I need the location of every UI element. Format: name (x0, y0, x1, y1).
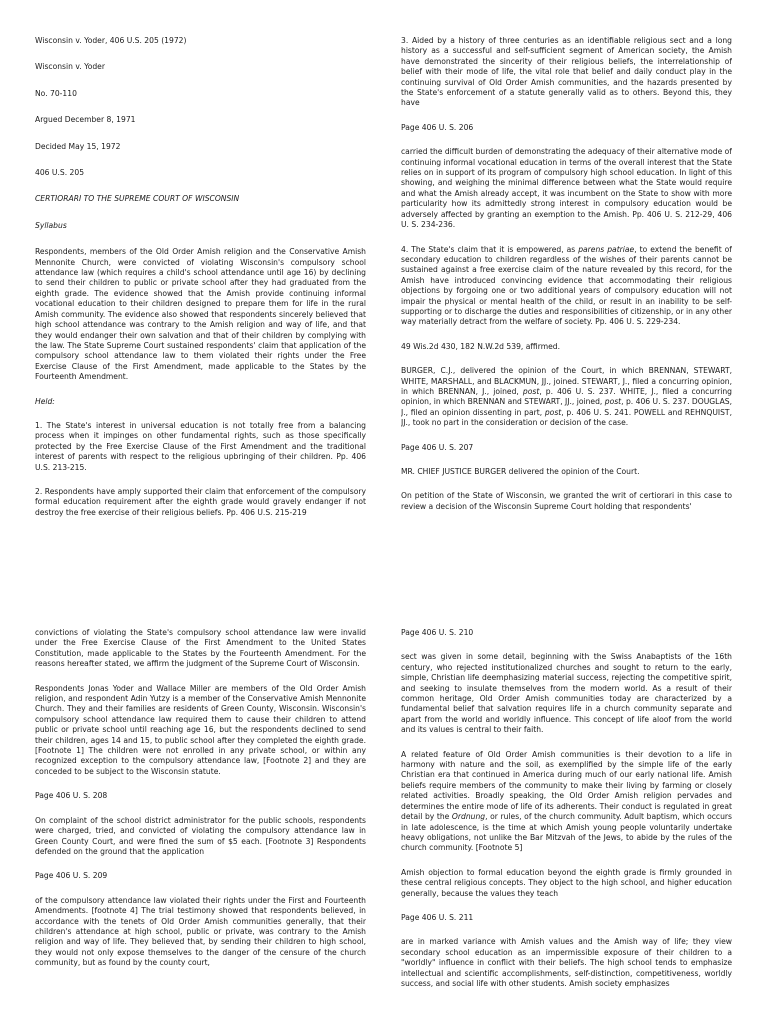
objection-paragraph: Amish objection to formal education beyond the eighth grade is firmly grounded in these central religious concepts. They object to the high school, and higher education generally, because the values they teach (401, 867, 732, 898)
page-marker-209: Page 406 U. S. 209 (35, 871, 108, 881)
page-marker-208: Page 406 U. S. 208 (35, 791, 108, 801)
syllabus-heading: Syllabus (35, 220, 67, 230)
certiorari-line: CERTIORARI TO THE SUPREME COURT OF WISCONSIN (35, 194, 240, 204)
opinion-text-c: , p. 406 U. S. 237. DOUGLAS, J., filed an opinion dissenting in part, (401, 397, 732, 417)
page-marker-210: Page 406 U. S. 210 (401, 628, 474, 637)
decided-date: Decided May 15, 1972 (35, 141, 121, 151)
holding-3-part-a: 3. Aided by a history of three centuries as an identifiable religious sect and a long history as a successful and self-sufficient segment of American society, the Amish have demonstrated the sincerity of their religious beliefs, the interrelationship of belief with their mode of life, the vital role that belief and daily conduct play in the continuing survival of Old Order Amish communities, and the hazards presented by the State's enforcement of a statute generally valid as to others. Beyond this, they have (401, 36, 732, 108)
holding-4 (401, 245, 732, 328)
page1-left-column (35, 36, 366, 556)
page2-right-column (401, 628, 732, 1024)
related-text-a: A related feature of Old Order Amish communities is their devotion to a life in harmony with nature and the soil, as exemplified by the simple life of the early Christian era that continued in America during much of our early national life. Amish beliefs require members of the community to make their living by farming or closely related activities. Broadly speaking, the Old Order Amish religion pervades and determines the entire mode of life of its adherents. Their conduct is regulated in great detail by the (401, 749, 732, 822)
post-term-1: post (522, 386, 540, 396)
related-text-b: , or rules, of the church community. Adult baptism, which occurs in late adolescence, is the time at which Amish young people voluntarily undertake heavy obligations, not unlike the Bar Mitzvah of the Jews, to abide by the rules of the church community. [Footnote 5] (401, 812, 732, 853)
opinion-text-b: , p. 406 U. S. 237. WHITE, J., filed a concurring opinion, in which BRENNAN and STEWART, JJ., joined, (401, 386, 732, 407)
case-title: Wisconsin v. Yoder, 406 U.S. 205 (1972) (35, 36, 187, 45)
page-marker-207: Page 406 U. S. 207 (401, 442, 474, 452)
respondents-paragraph: Respondents Jonas Yoder and Wallace Miller are members of the Old Order Amish religion, and respondent Adin Yutzy is a member of the Conservative Amish Mennonite Church. They and their families are residents of Green County, Wisconsin. Wisconsin's compulsory school attendance law required them to cause their children to attend public or private school until reaching age 16, but the respondents declined to send their children, ages 14 and 15, to public school after they completed the eighth grade. [Footnote 1] The children were not enrolled in any private school, or within any recognized exception to the compulsory attendance law, [Footnote 2] and they are conceded to be subject to the Wisconsin statute. (35, 683, 366, 776)
holding-1: 1. The State's interest in universal education is not totally free from a balancing process when it impinges on other fundamental rights, such as those specifically protected by the Free Exercise Clause of the First Amendment and the traditional interest of parents with respect to the religious upbringing of their children. Pp. 406 U.S. 213-215. (35, 420, 366, 472)
sect-paragraph: sect was given in some detail, beginning with the Swiss Anabaptists of the 16th century, who rejected institutionalized churches and sought to return to the early, simple, Christian life deemphasizing material success, rejecting the competitive spirit, and seeking to insulate themselves from the modern world. As a result of their common heritage, Old Order Amish communities today are characterized by a fundamental belief that salvation requires life in a church community separate and apart from the world and worldly influence. This concept of life aloof from the world and its values is central to their faith. (401, 652, 732, 735)
post-term-3: post (544, 407, 562, 417)
docket-number: No. 70-110 (35, 88, 77, 98)
page1-right-column (401, 36, 732, 556)
post-term-2: post (604, 397, 622, 407)
page-marker-206: Page 406 U. S. 206 (401, 122, 474, 132)
opinion-text-d: , p. 406 U. S. 241. POWELL and REHNQUIST, JJ., took no part in the consideration or decision of the case. (401, 407, 732, 428)
opinion-text-a: BURGER, C.J., delivered the opinion of the Court, in which BRENNAN, STEWART, WHITE, MARSHALL, and BLACKMUN, JJ., joined. STEWART, J., filed a concurring opinion, in which BRENNAN, J., joined, (401, 366, 732, 396)
holding-4-text-a: 4. The State's claim that it is empowered, as (401, 244, 579, 254)
petition-paragraph: On petition of the State of Wisconsin, we granted the writ of certiorari in this case to review a decision of the Wisconsin Supreme Court holding that respondents' (401, 491, 732, 511)
page2-left-column (35, 628, 366, 1024)
facts-paragraph: Respondents, members of the Old Order Amish religion and the Conservative Amish Mennonite Church, were convicted of violating Wisconsin's compulsory school attendance law (which requires a child's school attendance until age 16) by declining to send their children to public or private school after they had graduated from the eighth grade. The evidence showed that the Amish provide continuing informal vocational education to their children designed to prepare them for life in the rural Amish community. The evidence also showed that respondents sincerely believed that high school attendance was contrary to the Amish religion and way of life, and that they would endanger their own salvation and that of their children by complying with the law. The State Supreme Court sustained respondents' claim that application of the compulsory school attendance law to them violated their rights under the Free Exercise Clause of the First Amendment, made applicable to the States by the Fourteenth Amendment. (35, 247, 366, 382)
related-feature-paragraph (401, 750, 732, 854)
parens-patriae-term: parens patriae (578, 244, 635, 254)
held-heading: Held: (35, 396, 55, 406)
affirmed-line: 49 Wis.2d 430, 182 N.W.2d 539, affirmed. (401, 341, 561, 351)
convictions-paragraph: convictions of violating the State's compulsory school attendance law were invalid under the Free Exercise Clause of the First Amendment to the United States Constitution, made applicable to the States by the Fourteenth Amendment. For the reasons hereafter stated, we affirm the judgment of the Supreme Court of Wisconsin. (35, 628, 366, 669)
argued-date: Argued December 8, 1971 (35, 115, 136, 125)
ordnung-term: Ordnung (451, 812, 486, 822)
opinion-summary (401, 366, 732, 428)
delivered-line: MR. CHIEF JUSTICE BURGER delivered the opinion of the Court. (401, 467, 640, 476)
citation: 406 U.S. 205 (35, 168, 85, 178)
holding-2: 2. Respondents have amply supported their claim that enforcement of the compulsory formal education requirement after the eighth grade would gravely endanger if not destroy the free exercise of their religious beliefs. Pp. 406 U.S. 215-219 (35, 486, 366, 517)
complaint-paragraph: On complaint of the school district administrator for the public schools, respondents were charged, tried, and convicted of violating the compulsory attendance law in Green County Court, and were fined the sum of $5 each. [Footnote 3] Respondents defended on the ground that the application (35, 815, 366, 856)
case-name: Wisconsin v. Yoder (35, 62, 105, 72)
page-marker-211: Page 406 U. S. 211 (401, 912, 474, 922)
holding-4-text-b: , to extend the benefit of secondary education to children regardless of the wishes of their parents cannot be sustained against a free exercise claim of the nature revealed by this record, for the Amish have introduced convincing evidence that accommodating their religious objections by forgoing one or two additional years of compulsory education will not impair the physical or mental health of the child, or result in an inability to be self-supporting or to discharge the duties and responsibilities of citizenship, or in any other way materially detract from the welfare of society. Pp. 406 U. S. 229-234. (401, 244, 732, 327)
violated-paragraph: of the compulsory attendance law violated their rights under the First and Fourteenth Amendments. [footnote 4] The trial testimony showed that respondents believed, in accordance with the tenets of Old Order Amish communities generally, that their children's attendance at high school, public or private, was contrary to the Amish religion and way of life. They believed that, by sending their children to high school, they would not only expose themselves to the danger of the censure of the church community, but as found by the county court, (35, 895, 366, 968)
variance-paragraph: are in marked variance with Amish values and the Amish way of life; they view secondary school education as an impermissible exposure of their children to a "worldly" influence in conflict with their beliefs. The high school tends to emphasize intellectual and scientific accomplishments, self-distinction, competitiveness, worldly success, and social life with other students. Amish society emphasizes (401, 937, 732, 988)
holding-3-part-b: carried the difficult burden of demonstrating the adequacy of their alternative mode of continuing informal vocational education in terms of the overall interest that the State relies on in support of its program of compulsory high school education. In light of this showing, and weighing the minimal difference between what the State would require and what the Amish already accept, it was incumbent on the State to show with more particularity how its admittedly strong interest in compulsory education would be adversely affected by granting an exemption to the Amish. Pp. 406 U. S. 212-29, 406 U. S. 234-236. (401, 147, 732, 230)
